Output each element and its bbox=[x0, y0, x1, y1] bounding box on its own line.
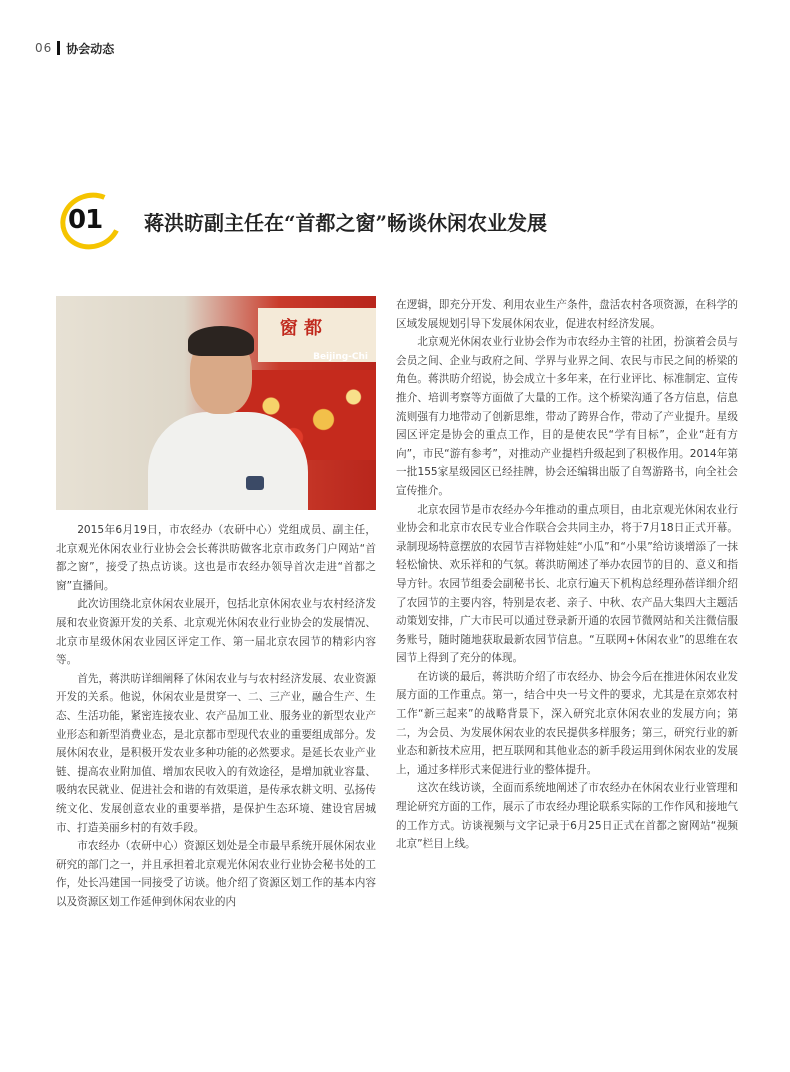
photo-person-body bbox=[148, 412, 308, 510]
photo-person-hair bbox=[188, 326, 254, 356]
left-column bbox=[56, 521, 376, 911]
page-header bbox=[35, 38, 114, 58]
paragraph: 首先，蒋洪昉详细阐释了休闲农业与与农村经济发展、农业资源开发的关系。他说，休闲农业是贯穿一、二、三产业，融合生产、生态、生活功能，紧密连接农业、农产品加工业、服务业的新型农业产业形态和新型消费业态，是北京都市型现代农业的重要组成部分。发展休闲农业，是积极开发农业多种功能的必然要求。是延长农业产业链、提高农业附加值、增加农民收入的有效途径，是增加就业容量、吸纳农民就业、促进社会和谐的有效渠道，是传承农耕文明、弘扬传统文化、发展创意农业的重要举措，是保护生态环境、建设官居城市、打造美丽乡村的有效手段。 bbox=[56, 672, 376, 834]
photo-sign-glyph: 窗 都 bbox=[279, 318, 322, 339]
article-number-badge bbox=[60, 193, 122, 249]
photo-watch bbox=[246, 476, 264, 490]
photo-person bbox=[148, 316, 298, 510]
interview-photo bbox=[56, 296, 376, 510]
article-title-row bbox=[60, 193, 547, 249]
section-name: 协会动态 bbox=[66, 41, 115, 56]
header-divider bbox=[57, 41, 60, 55]
page-number: 06 bbox=[35, 41, 53, 55]
paragraph: 市农经办（农研中心）资源区划处是全市最早系统开展休闲农业研究的部门之一，并且承担着北京观光休闲农业行业协会秘书处的工作，处长冯建国一同接受了访谈。他介绍了资源区划工作的基本内容以及资源区划工作延伸到休闲农业的内 bbox=[56, 840, 376, 908]
paragraph: 在访谈的最后，蒋洪昉介绍了市农经办、协会今后在推进休闲农业发展方面的工作重点。第一，结合中央一号文件的要求，尤其是在京郊农村工作“新三起来”的战略背景下，深入研究北京休闲农业的发展方向；第二，为会员、为发展休闲农业的农民提供多样服务；第三，研究行业的新业态和新技术应用，把互联网和其他业态的新手段运用到休闲农业的发展上，通过多样形式来促进行业的整体提升。 bbox=[396, 670, 738, 776]
right-column bbox=[396, 296, 738, 854]
paragraph: 这次在线访谈，全面而系统地阐述了市农经办在休闲农业行业管理和理论研究方面的工作，展示了市农经办理论联系实际的工作作风和接地气的工作方式。访谈视频与文字记录于6月25日正式在首都之窗网站“视频北京”栏目上线。 bbox=[396, 782, 738, 851]
photo-sign-text: Beijing-Chi bbox=[313, 352, 368, 362]
article-title: 蒋洪昉副主任在“首都之窗”畅谈休闲农业发展 bbox=[144, 210, 548, 235]
paragraph: 此次访围绕北京休闲农业展开，包括北京休闲农业与农村经济发展和农业资源开发的关系、北京观光休闲农业行业协会的发展情况、北京市星级休闲农业园区评定工作、第一届北京农园节的精彩内容等。 bbox=[56, 598, 376, 667]
article-number: 01 bbox=[68, 205, 103, 235]
paragraph: 2015年6月19日，市农经办（农研中心）党组成员、副主任，北京观光休闲农业行业协会会长蒋洪昉做客北京市政务门户网站“首都之窗”，接受了热点访谈。这也是市农经办领导首次走进“首都之窗”直播间。 bbox=[56, 524, 376, 592]
paragraph: 北京观光休闲农业行业协会作为市农经办主管的社团，扮演着会员与会员之间、企业与政府之间、学界与业界之间、农民与市民之间的桥梁的角色。蒋洪昉介绍说，协会成立十多年来，在行业评比、标准制定、宣传推介、培训考察等方面做了大量的工作。这个桥梁沟通了各方信息，信息流则强有力地带动了创新思维，带动了跨界合作，带动了产业提升。星级园区评定是协会的重点工作，目的是使农民“学有目标”，企业“赶有方向”，市民“游有参考”，对推动产业提档升级起到了积极作用。2014年第一批155家星级园区已经挂牌，协会还编辑出版了自驾游路书，向全社会宣传推介。 bbox=[396, 336, 738, 497]
paragraph-continued: 在逻辑，即充分开发、利用农业生产条件，盘活农村各项资源，在科学的区域发展规划引导下发展休闲农业，促进农村经济发展。 bbox=[396, 299, 738, 330]
paragraph: 北京农园节是市农经办今年推动的重点项目，由北京观光休闲农业行业协会和北京市农民专业合作联合会共同主办，将于7月18日正式开幕。录制现场特意摆放的农园节吉祥物娃娃“小瓜”和“小果”给访谈增添了一抹轻松愉快、欢乐祥和的气氛。蒋洪昉阐述了举办农园节的目的、意义和指导方针。农园节组委会副秘书长、北京行遍天下机构总经理孙蓓详细介绍了农园节的主要内容，特别是农老、亲子、中秋、农产品大集四大主题活动策划安排，广大市民可以通过登录新开通的农园节微网站和关注微信服务账号，随时随地获取最新农园节信息。“互联网+休闲农业”的思维在农园节上得到了充分的体现。 bbox=[396, 503, 738, 665]
